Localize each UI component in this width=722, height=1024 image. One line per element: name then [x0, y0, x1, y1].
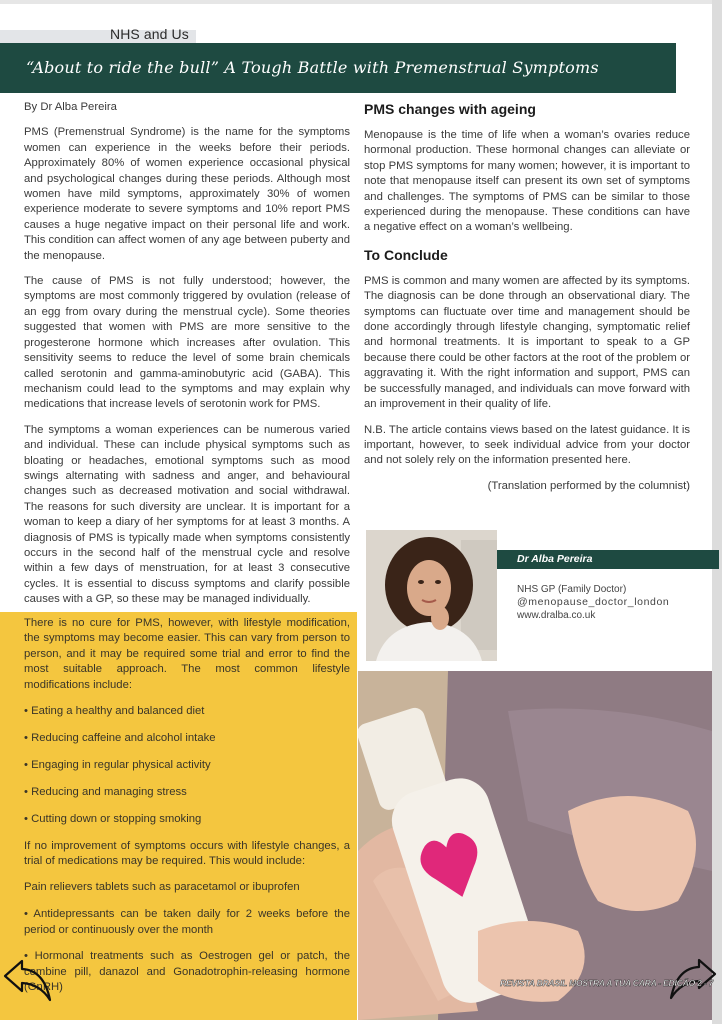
left-column: [24, 100, 350, 618]
page-edge: [712, 0, 722, 1024]
byline: By Dr Alba Pereira: [24, 101, 117, 113]
nb-paragraph: N.B. The article contains views based on the latest guidance. It is important, however, to seek individual advice from your doctor and not solely rely on the information presented here.: [364, 423, 690, 467]
medication-intro: If no improvement of symptoms occurs with lifestyle changes, a trial of medications may be required. This would include:: [24, 839, 350, 867]
lifestyle-item: • Reducing caffeine and alcohol intake: [24, 731, 216, 744]
paragraph-symptoms: The symptoms a woman experiences can be numerous varied and individual. These can include physical symptoms such as bloating or headaches, emotional symptoms such as mood swings alternating with sadness and anger, and behavioural changes such as decreased motivation and social withdrawal. The reasons for such diversity are unclear. It is important for a woman to keep a diary of her symptoms for at least 3 months. A diagnosis of PMS is typically made when symptoms consistently occurs in the second half of the menstrual cycle and resolve within a few days of menstruation, for at least 3 consecutive cycles. It is essential to discuss symptoms and clarify possible causes with a GP, so these may be managed individually.: [24, 423, 350, 606]
lifestyle-item: • Reducing and managing stress: [24, 785, 187, 798]
lifestyle-item: • Cutting down or stopping smoking: [24, 812, 202, 825]
hot-water-bottle-photo: [358, 671, 712, 1020]
author-role: NHS GP (Family Doctor): [517, 584, 627, 595]
author-name: Dr Alba Pereira: [517, 553, 593, 565]
author-info: [517, 583, 669, 622]
conclude-paragraph: PMS is common and many women are affected by its symptoms. The diagnosis can be done through an observational diary. The symptoms can fluctuate over time and management should be done accordingly through lifestyle changing, symptomatic relief and hormonal treatments. It is important to speak to a GP because there could be other factors at the root of the problem or aggravating it. With the right information and support, PMS can be successfully managed, and individuals can move forward with an improvement in their quality of life.: [364, 274, 690, 411]
lifestyle-item: • Eating a healthy and balanced diet: [24, 705, 205, 718]
previous-page-button[interactable]: [2, 958, 52, 1004]
author-portrait-illustration: [366, 530, 497, 661]
curved-arrow-left-icon: [2, 958, 52, 1004]
lifestyle-item: • Engaging in regular physical activity: [24, 758, 211, 771]
magazine-footer-caption: REVISTA BRASIL MOSTRA A TUA CARA - EDIÇÃO 2 - 7: [500, 978, 714, 988]
ageing-paragraph: Menopause is the time of life when a woman’s ovaries reduce hormonal production. These hormonal changes can alleviate or stop PMS symptoms for many women; however, it is important to note that menopause itself can present its own set of symptoms and challenges. The symptoms of PMS can be similar to those experienced during the menopause. These conditions can have a negative effect on a woman’s wellbeing.: [364, 129, 690, 234]
article-title: “About to ride the bull” A Tough Battle with Premenstrual Symptoms: [26, 58, 599, 77]
treatment-intro: There is no cure for PMS, however, with lifestyle modification, the symptoms may become easier. This can vary from person to person, and it may be required some trial and error to find the most suitable approach. The most common lifestyle modifications include:: [24, 617, 350, 691]
ageing-heading: PMS changes with ageing: [364, 101, 536, 117]
section-label: NHS and Us: [110, 26, 189, 42]
pain-relievers-item: Pain relievers tablets such as paracetamol or ibuprofen: [24, 881, 300, 894]
author-photo: [366, 530, 497, 661]
conclude-heading: To Conclude: [364, 246, 448, 263]
photo-illustration: [358, 671, 712, 1020]
author-website[interactable]: www.dralba.co.uk: [517, 610, 596, 621]
paragraph-intro: PMS (Premenstrual Syndrome) is the name for the symptoms women can experience in the weeks before their periods. Approximately 80% of women experience occasional physical and psychological changes during these periods. Although most women have mild symptoms, approximately 30% of women experience moderate to severe symptoms and 10% report PMS causes a huge negative impact on their personal life and work. This condition can affect women of any age between puberty and the menopause.: [24, 126, 350, 262]
author-social-handle[interactable]: @menopause_doctor_london: [517, 596, 670, 608]
medication-item: • Hormonal treatments such as Oestrogen gel or patch, the combine pill, danazol and Gonadotrophin-releasing hormone (GnRH): [24, 950, 350, 993]
treatment-content: [24, 616, 350, 1006]
medication-item: • Antidepressants can be taken daily for 2 weeks before the period or continuously over the month: [24, 908, 350, 936]
right-column: [364, 100, 690, 504]
translation-note: (Translation performed by the columnist): [487, 479, 690, 492]
paragraph-cause: The cause of PMS is not fully understood; however, the symptoms are most commonly triggered by ovulation (release of an egg from ovary during the menstrual cycle). Some theories suggested that women with PMS are more sensitive to the progesterone hormone which increases after ovulation. This sensitivity seems to reduce the level of some brain chemicals called serotonin and gamma-aminobutyric acid (GABA). This mechanism could lead to the symptoms and may explain why medications that increase levels of serotonin work for PMS.: [24, 275, 350, 411]
